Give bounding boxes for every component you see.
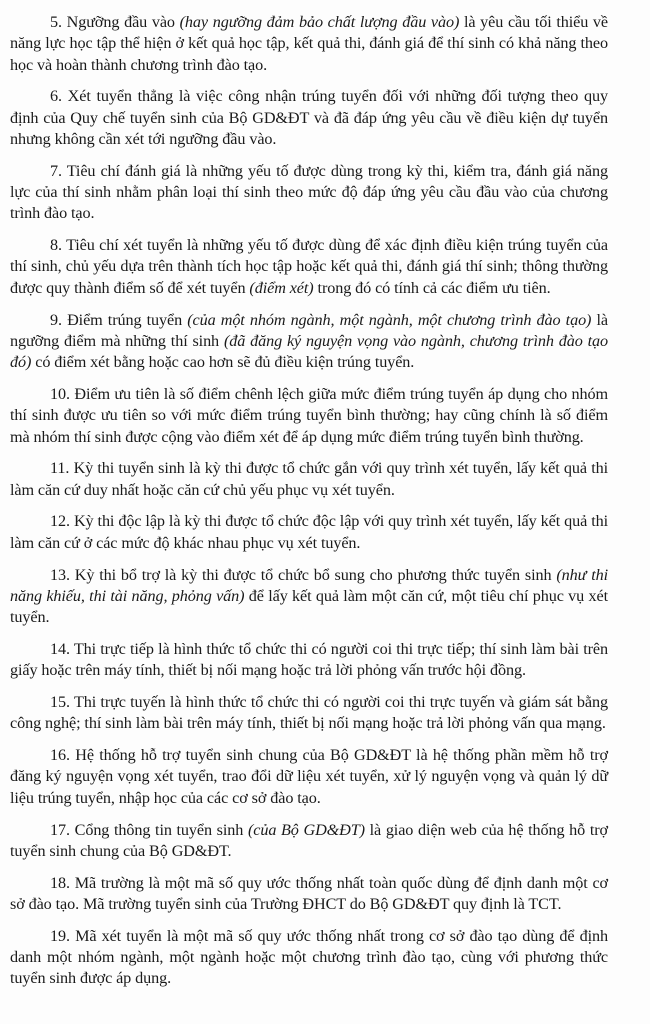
definition-paragraph-19: [10, 926, 608, 990]
text-segment: 14. Thi trực tiếp là hình thức tổ chức thi có người coi thi trực tiếp; thí sinh làm bài trên giấy hoặc trên máy tính, thiết bị nối mạng hoặc trả lời phỏng vấn trước hội đồng.: [10, 639, 608, 680]
text-segment: là ngưỡng điểm mà những thí sinh: [10, 310, 608, 350]
definition-paragraph-9: [10, 310, 608, 374]
text-segment: 6. Xét tuyển thẳng là việc công nhận trúng tuyển đối với những đối tượng theo quy định của Quy chế tuyển sinh của Bộ GD&ĐT và đã đáp ứng yêu cầu về điều kiện dự tuyển nhưng không cần xét tới ngưỡng đầu vào.: [10, 87, 608, 148]
definition-paragraph-11: [10, 458, 608, 501]
definition-paragraph-7: [10, 161, 608, 225]
definition-paragraph-6: [10, 86, 608, 150]
definition-paragraph-18: [10, 873, 608, 916]
text-segment: 16. Hệ thống hỗ trợ tuyển sinh chung của Bộ GD&ĐT là hệ thống phần mềm hỗ trợ đăng ký nguyện vọng xét tuyển, trao đổi dữ liệu xét tuyển, xử lý nguyện vọng và quản lý dữ liệu trúng tuyển, nhập học của các cơ sở đào tạo.: [10, 746, 608, 807]
definition-paragraph-14: [10, 639, 608, 682]
text-segment: trong đó có tính cả các điểm ưu tiên.: [313, 278, 551, 297]
text-segment: để lấy kết quả làm một căn cứ, một tiêu chí phục vụ xét tuyển.: [10, 586, 608, 627]
italic-text: (như thi năng khiếu, thi tài năng, phỏng vấn): [10, 565, 608, 605]
definition-paragraph-16: [10, 745, 608, 809]
italic-text: (của Bộ GD&ĐT): [247, 820, 365, 839]
text-segment: 17. Cổng thông tin tuyển sinh: [50, 820, 248, 839]
text-segment: có điểm xét bằng hoặc cao hơn sẽ đủ điều kiện trúng tuyển.: [31, 353, 415, 372]
definition-paragraph-15: [10, 692, 608, 735]
text-segment: 18. Mã trường là một mã số quy ước thống nhất toàn quốc dùng để định danh một cơ sở đào tạo. Mã trường tuyển sinh của Trường ĐHCT do Bộ GD&ĐT quy định là TCT.: [10, 873, 608, 913]
text-segment: 15. Thi trực tuyến là hình thức tổ chức thi có người coi thi trực tuyến và giám sát bằng công nghệ; thí sinh làm bài trên máy tính, thiết bị nối mạng hoặc trả lời phỏng vấn qua mạng.: [10, 693, 608, 733]
text-segment: 9. Điểm trúng tuyển: [50, 310, 188, 329]
text-segment: là yêu cầu tối thiểu về năng lực học tập thể hiện ở kết quả học tập, kết quả thi, đánh giá để thí sinh có khả năng theo học và hoàn thành chương trình đào tạo.: [10, 13, 608, 74]
italic-text: (đã đăng ký nguyện vọng vào ngành, chương trình đào tạo đó): [10, 331, 608, 372]
definition-paragraph-17: [10, 820, 608, 863]
italic-text: (hay ngưỡng đảm bảo chất lượng đầu vào): [179, 13, 460, 31]
text-segment: 7. Tiêu chí đánh giá là những yếu tố được dùng trong kỳ thi, kiểm tra, đánh giá năng lực của thí sinh nhằm phân loại thí sinh theo mức độ đáp ứng yêu cầu đầu vào của chương trình đào tạo.: [10, 161, 608, 223]
text-segment: là giao diện web của hệ thống hỗ trợ tuyển sinh chung của Bộ GD&ĐT.: [10, 820, 608, 860]
text-segment: 10. Điểm ưu tiên là số điểm chênh lệch giữa mức điểm trúng tuyển áp dụng cho nhóm thí sinh được ưu tiên so với mức điểm trúng tuyển bình thường; hay cũng chính là số điểm mà nhóm thí sinh được cộng vào điểm xét để áp dụng mức điểm trúng tuyển bình thường.: [10, 384, 608, 446]
document-body: [10, 12, 608, 1000]
definition-paragraph-8: [10, 235, 608, 299]
definition-paragraph-12: [10, 511, 608, 554]
italic-text: (của một nhóm ngành, một ngành, một chương trình đào tạo): [187, 310, 592, 329]
definition-paragraph-5: [10, 12, 608, 76]
text-segment: 19. Mã xét tuyển là một mã số quy ước thống nhất trong cơ sở đào tạo dùng để định danh một nhóm ngành, một ngành hoặc một chương trình đào tạo, cùng với phương thức tuyển sinh được áp dụng.: [10, 926, 608, 988]
text-segment: 11. Kỳ thi tuyển sinh là kỳ thi được tổ chức gắn với quy trình xét tuyển, lấy kết quả thi làm căn cứ duy nhất hoặc căn cứ chủ yếu phục vụ xét tuyển.: [10, 459, 608, 499]
text-segment: 12. Kỳ thi độc lập là kỳ thi được tổ chức độc lập với quy trình xét tuyển, lấy kết quả thi làm căn cứ ở các mức độ khác nhau phục vụ xét tuyển.: [10, 512, 608, 552]
text-segment: 13. Kỳ thi bổ trợ là kỳ thi được tổ chức bổ sung cho phương thức tuyển sinh: [50, 565, 557, 584]
definition-paragraph-13: [10, 565, 608, 629]
definition-paragraph-10: [10, 384, 608, 448]
italic-text: (điểm xét): [249, 278, 314, 297]
text-segment: 8. Tiêu chí xét tuyển là những yếu tố được dùng để xác định điều kiện trúng tuyển của thí sinh, chủ yếu dựa trên thành tích học tập hoặc kết quả thi, đánh giá thí sinh; thông thường được quy thành điểm số để xét tuyển: [10, 236, 608, 297]
text-segment: 5. Ngưỡng đầu vào: [50, 13, 180, 31]
